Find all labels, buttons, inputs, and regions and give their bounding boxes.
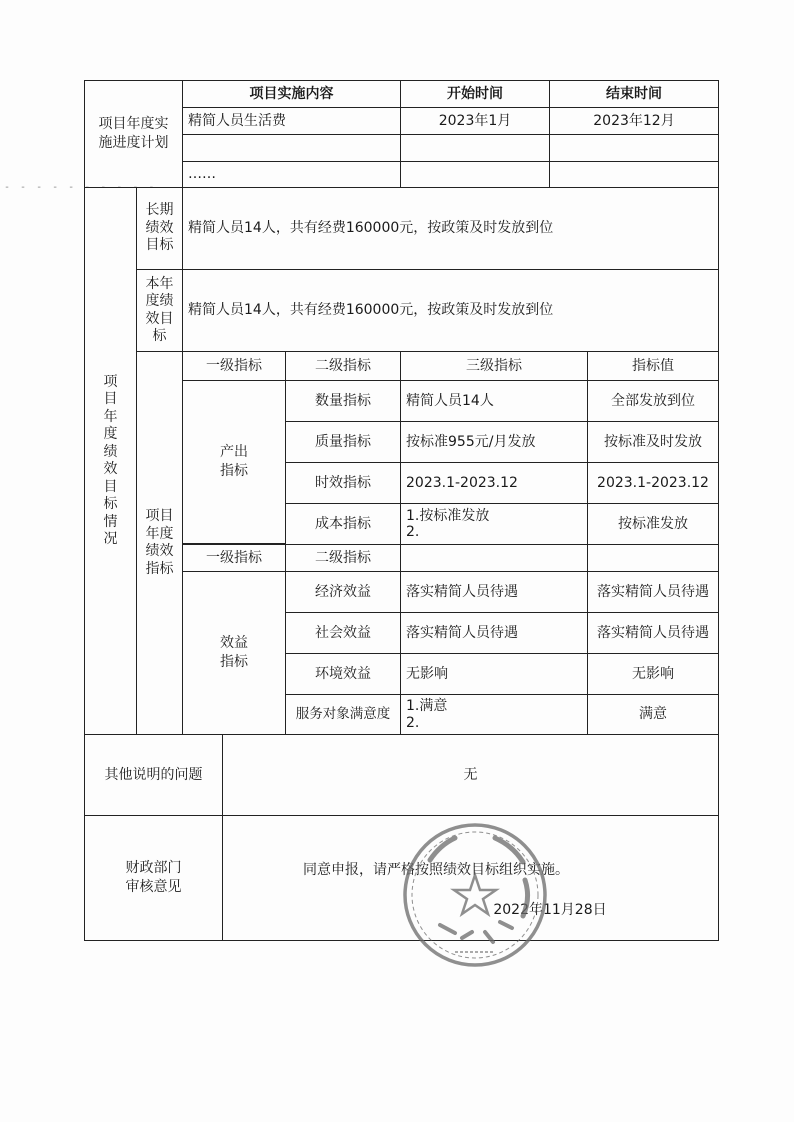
indicator-header-value: 指标值 (587, 351, 719, 381)
schedule-row-3-content: …… (182, 161, 401, 188)
benefit-indicator-group: 效益 指标 (182, 571, 286, 735)
output-row-cost-value: 按标准发放 (587, 503, 719, 545)
indicator-header2-blank-4 (587, 544, 719, 572)
long-term-goal-label: 长期 绩效 目标 (136, 187, 183, 270)
benefit-row-environment-level3: 无影响 (400, 653, 588, 695)
benefit-row-satisfaction-level3: 1.满意 2. (400, 694, 588, 735)
benefit-row-economic-level3: 落实精简人员待遇 (400, 571, 588, 613)
output-row-time-level2: 时效指标 (285, 462, 401, 504)
benefit-row-satisfaction-level2: 服务对象满意度 (285, 694, 401, 735)
benefit-row-social-value: 落实精简人员待遇 (587, 612, 719, 654)
schedule-row-2-content (182, 134, 401, 162)
finance-review-text: 同意申报，请严格按照绩效目标组织实施。 (303, 861, 569, 878)
output-row-quantity-value: 全部发放到位 (587, 380, 719, 422)
schedule-row-2-end (549, 134, 719, 162)
goals-section-label: 项 目 年 度 绩 效 目 标 情 况 (84, 187, 137, 735)
official-seal-icon (400, 820, 550, 970)
indicator-header-level2: 二级指标 (285, 351, 401, 381)
indicator-header-level3: 三级指标 (400, 351, 588, 381)
schedule-header-start: 开始时间 (400, 80, 550, 108)
indicator-header-level1: 一级指标 (182, 351, 286, 381)
finance-review-date: 2022年11月28日 (493, 901, 607, 918)
output-row-quality-value: 按标准及时发放 (587, 421, 719, 463)
output-row-quality-level3: 按标准955元/月发放 (400, 421, 588, 463)
output-indicator-group: 产出 指标 (182, 380, 286, 544)
output-row-quality-level2: 质量指标 (285, 421, 401, 463)
annual-goal-label: 本年 度绩 效目 标 (136, 269, 183, 352)
benefit-row-environment-level2: 环境效益 (285, 653, 401, 695)
indicator-header2-level1: 一级指标 (182, 544, 286, 572)
schedule-row-3-end (549, 161, 719, 188)
indicator-header2-blank-3 (400, 544, 588, 572)
benefit-row-social-level2: 社会效益 (285, 612, 401, 654)
output-row-quantity-level2: 数量指标 (285, 380, 401, 422)
output-row-cost-level2: 成本指标 (285, 503, 401, 545)
schedule-row-1-content: 精简人员生活费 (182, 107, 401, 135)
other-notes-value: 无 (222, 734, 719, 816)
indicator-header2-level2: 二级指标 (285, 544, 401, 572)
finance-review-label: 财政部门 审核意见 (84, 815, 223, 941)
schedule-row-1-start: 2023年1月 (400, 107, 550, 135)
schedule-row-1-end: 2023年12月 (549, 107, 719, 135)
schedule-header-end: 结束时间 (549, 80, 719, 108)
other-notes-label: 其他说明的问题 (84, 734, 223, 816)
long-term-goal-text: 精简人员14人，共有经费160000元，按政策及时发放到位 (182, 187, 719, 270)
schedule-row-label: 项目年度实 施进度计划 (84, 80, 183, 188)
benefit-row-economic-value: 落实精简人员待遇 (587, 571, 719, 613)
benefit-row-environment-value: 无影响 (587, 653, 719, 695)
indicators-label: 项目 年度 绩效 指标 (136, 351, 183, 735)
schedule-row-2-start (400, 134, 550, 162)
output-row-quantity-level3: 精简人员14人 (400, 380, 588, 422)
benefit-row-economic-level2: 经济效益 (285, 571, 401, 613)
schedule-row-3-start (400, 161, 550, 188)
benefit-row-social-level3: 落实精简人员待遇 (400, 612, 588, 654)
annual-goal-text: 精简人员14人，共有经费160000元，按政策及时发放到位 (182, 269, 719, 352)
left-margin-marks: - - - - - - - - - - (4, 182, 157, 193)
schedule-header-content: 项目实施内容 (182, 80, 401, 108)
output-row-time-value: 2023.1-2023.12 (587, 462, 719, 504)
output-row-time-level3: 2023.1-2023.12 (400, 462, 588, 504)
output-row-cost-level3: 1.按标准发放 2. (400, 503, 588, 545)
benefit-row-satisfaction-value: 满意 (587, 694, 719, 735)
